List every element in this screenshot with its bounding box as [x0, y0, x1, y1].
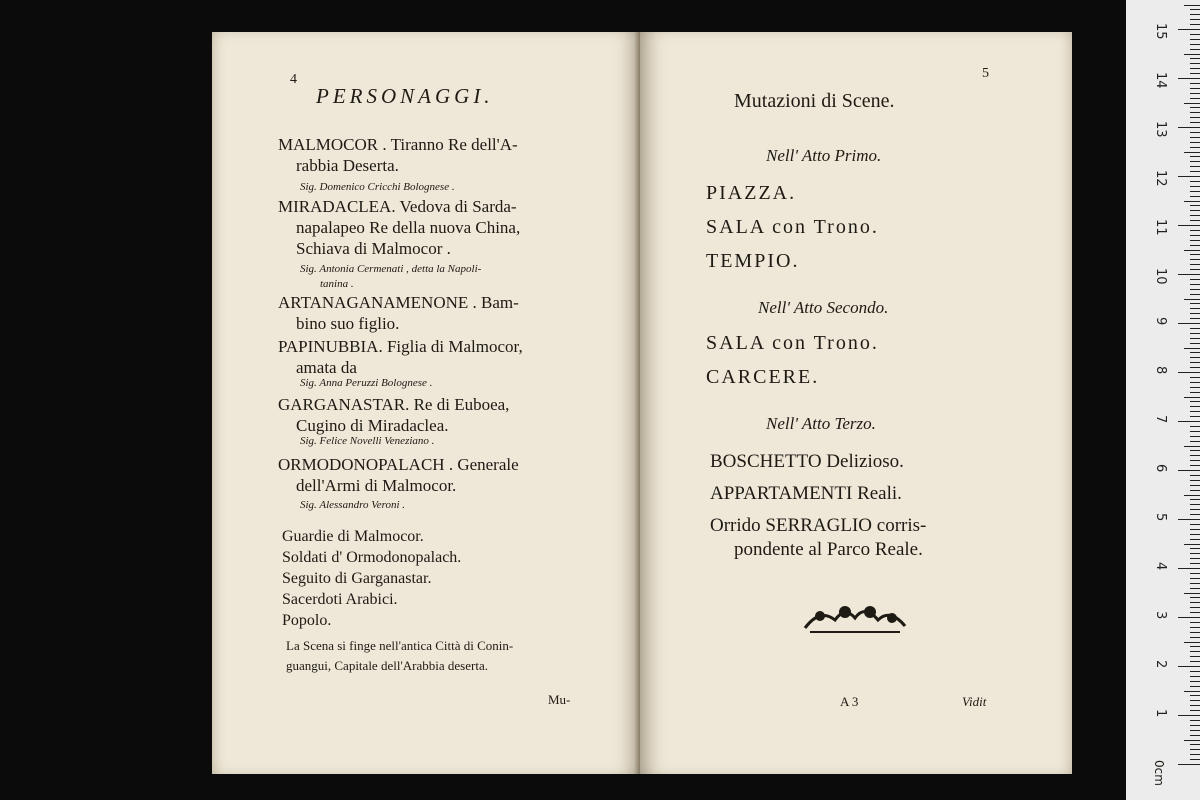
- ruler-tick: [1190, 39, 1200, 40]
- scene-setting-line: La Scena si finge nell'antica Città di Conin-: [286, 638, 514, 653]
- ruler-tick: [1184, 152, 1200, 153]
- ruler-tick: [1190, 352, 1200, 353]
- ruler-tick: [1190, 382, 1200, 383]
- ruler-tick: [1190, 720, 1200, 721]
- ruler-tick: [1190, 186, 1200, 187]
- role-line: Soldati d' Ormodonopalach.: [282, 549, 462, 566]
- ruler-tick: [1190, 107, 1200, 108]
- ruler-tick: [1190, 98, 1200, 99]
- ruler-tick: [1190, 490, 1200, 491]
- scene-name: Orrido SERRAGLIO corris-: [710, 515, 927, 536]
- ruler-tick: [1184, 54, 1200, 55]
- role-line: Sacerdoti Arabici.: [282, 591, 398, 608]
- ruler-tick: [1190, 240, 1200, 241]
- ruler-label: 4: [1153, 562, 1168, 571]
- ruler-tick: [1190, 387, 1200, 388]
- ruler-tick: [1184, 250, 1200, 251]
- ruler-tick: [1190, 196, 1200, 197]
- character-entry: [278, 292, 618, 334]
- ruler-tick: [1190, 289, 1200, 290]
- ruler-label: 10: [1153, 268, 1168, 285]
- ruler-tick: [1190, 627, 1200, 628]
- ruler-tick: [1190, 122, 1200, 123]
- ruler-tick: [1190, 156, 1200, 157]
- ruler-tick: [1190, 333, 1200, 334]
- ruler-tick: [1190, 245, 1200, 246]
- ruler-tick: [1190, 612, 1200, 613]
- ruler-tick: [1178, 274, 1200, 275]
- ruler-unit: 0cm: [1152, 760, 1166, 786]
- singer-credit: Sig. Antonia Cermenati , detta la Napoli-: [300, 263, 482, 275]
- ruler-tick: [1190, 539, 1200, 540]
- minor-roles: [282, 526, 461, 631]
- ruler-tick: [1190, 754, 1200, 755]
- ruler-tick: [1190, 558, 1200, 559]
- ruler-tick: [1178, 715, 1200, 716]
- ruler-tick: [1190, 264, 1200, 265]
- ruler-tick: [1190, 303, 1200, 304]
- ruler-tick: [1184, 5, 1200, 6]
- ruler-tick: [1190, 83, 1200, 84]
- character-line: Schiava di Malmocor .: [296, 239, 451, 258]
- page-number: 5: [982, 66, 989, 81]
- scene-setting-line: guangui, Capitale dell'Arabbia deserta.: [286, 658, 488, 673]
- ruler-tick: [1190, 171, 1200, 172]
- ruler-tick: [1190, 710, 1200, 711]
- ruler-tick: [1190, 191, 1200, 192]
- ruler-label: 7: [1153, 415, 1168, 424]
- ruler-tick: [1184, 348, 1200, 349]
- ruler-tick: [1184, 495, 1200, 496]
- character-line: ARTANAGANAMENONE . Bam-: [278, 293, 519, 312]
- ruler-tick: [1190, 475, 1200, 476]
- scene-name: TEMPIO.: [706, 250, 800, 272]
- ruler-tick: [1190, 573, 1200, 574]
- ruler-tick: [1178, 176, 1200, 177]
- ruler-tick: [1190, 308, 1200, 309]
- ruler-tick: [1190, 313, 1200, 314]
- ruler-tick: [1178, 519, 1200, 520]
- character-line: PAPINUBBIA. Figlia di Malmocor,: [278, 337, 523, 356]
- ruler-tick: [1190, 529, 1200, 530]
- ruler-label: 2: [1153, 660, 1168, 669]
- ruler-tick: [1190, 700, 1200, 701]
- ruler-tick: [1190, 485, 1200, 486]
- ruler-tick: [1190, 637, 1200, 638]
- ruler-tick: [1190, 284, 1200, 285]
- right-page: [640, 32, 1072, 774]
- ruler-tick: [1190, 132, 1200, 133]
- ruler-tick: [1190, 681, 1200, 682]
- ruler-tick: [1190, 259, 1200, 260]
- ruler-tick: [1178, 568, 1200, 569]
- ruler-label: 3: [1153, 611, 1168, 620]
- character-entry: [278, 454, 618, 496]
- ruler-tick: [1184, 397, 1200, 398]
- ruler-tick: [1190, 137, 1200, 138]
- ruler-tick: [1190, 93, 1200, 94]
- singer-credit: Sig. Alessandro Veroni .: [300, 499, 406, 511]
- scene-name: SALA con Trono.: [706, 332, 879, 354]
- ruler-label: 6: [1153, 464, 1168, 473]
- character-entry: [278, 336, 618, 378]
- ruler-tick: [1178, 421, 1200, 422]
- ruler-tick: [1190, 504, 1200, 505]
- ruler-tick: [1190, 88, 1200, 89]
- character-line: MIRADACLEA. Vedova di Sarda-: [278, 197, 517, 216]
- ruler-label: 9: [1153, 317, 1168, 326]
- ruler-tick: [1190, 534, 1200, 535]
- character-line: amata da: [296, 358, 357, 377]
- ruler-tick: [1178, 78, 1200, 79]
- ruler-tick: [1190, 411, 1200, 412]
- ruler-tick: [1190, 14, 1200, 15]
- ruler-tick: [1190, 450, 1200, 451]
- ruler-tick: [1178, 470, 1200, 471]
- ruler-label: 13: [1153, 121, 1168, 138]
- ruler-tick: [1184, 593, 1200, 594]
- ruler-tick: [1190, 460, 1200, 461]
- ruler-tick: [1184, 642, 1200, 643]
- ruler-tick: [1190, 367, 1200, 368]
- ruler-label: 14: [1153, 72, 1168, 89]
- ruler-tick: [1190, 597, 1200, 598]
- ruler-tick: [1190, 735, 1200, 736]
- ruler-tick: [1190, 406, 1200, 407]
- character-entry: [278, 134, 618, 176]
- ruler-label: 1: [1153, 709, 1168, 718]
- role-line: Guardie di Malmocor.: [282, 528, 424, 545]
- page-number: 4: [290, 72, 297, 87]
- running-title: PERSONAGGI.: [316, 84, 494, 108]
- ruler-tick: [1190, 117, 1200, 118]
- ruler-tick: [1178, 225, 1200, 226]
- ruler-tick: [1190, 646, 1200, 647]
- ruler-tick: [1190, 392, 1200, 393]
- ruler-tick: [1190, 563, 1200, 564]
- ruler-tick: [1190, 112, 1200, 113]
- scene-name: CARCERE.: [706, 366, 820, 388]
- ruler-tick: [1190, 147, 1200, 148]
- character-line: napalapeo Re della nuova China,: [296, 218, 521, 237]
- act-heading: Nell' Atto Terzo.: [766, 414, 876, 433]
- ruler-tick: [1178, 29, 1200, 30]
- ruler-label: 8: [1153, 366, 1168, 375]
- scene-setting: [286, 636, 616, 676]
- ruler-tick: [1190, 377, 1200, 378]
- singer-credit: Sig. Domenico Cricchi Bolognese .: [300, 181, 455, 193]
- catchword: Vidit: [962, 694, 987, 709]
- ruler-tick: [1190, 524, 1200, 525]
- singer-credit: Sig. Felice Novelli Veneziano .: [300, 435, 435, 447]
- ruler-tick: [1184, 201, 1200, 202]
- ruler-label: 5: [1153, 513, 1168, 522]
- ruler-tick: [1190, 294, 1200, 295]
- character-line: MALMOCOR . Tiranno Re dell'A-: [278, 135, 518, 154]
- ruler-tick: [1190, 553, 1200, 554]
- ruler-tick: [1190, 744, 1200, 745]
- character-line: rabbia Deserta.: [296, 156, 399, 175]
- ruler-tick: [1190, 254, 1200, 255]
- ruler-tick: [1190, 695, 1200, 696]
- ruler-tick: [1190, 401, 1200, 402]
- ruler-tick: [1190, 24, 1200, 25]
- ruler-tick: [1184, 103, 1200, 104]
- ruler-tick: [1190, 602, 1200, 603]
- ruler-tick: [1190, 269, 1200, 270]
- ruler-label: 15: [1153, 23, 1168, 40]
- character-line: GARGANASTAR. Re di Euboea,: [278, 395, 510, 414]
- ruler-tick: [1190, 235, 1200, 236]
- ruler-tick: [1190, 63, 1200, 64]
- left-page: [212, 32, 640, 774]
- ruler-tick: [1190, 220, 1200, 221]
- act-heading: Nell' Atto Primo.: [766, 146, 882, 165]
- ruler-tick: [1190, 622, 1200, 623]
- ruler-tick: [1178, 617, 1200, 618]
- ruler-tick: [1190, 166, 1200, 167]
- ruler-tick: [1190, 210, 1200, 211]
- character-line: ORMODONOPALACH . Generale: [278, 455, 519, 474]
- signature-mark: A 3: [840, 694, 859, 709]
- role-line: Popolo.: [282, 612, 332, 629]
- ruler-tick: [1190, 514, 1200, 515]
- ruler-tick: [1190, 578, 1200, 579]
- ruler-tick: [1190, 548, 1200, 549]
- ruler-tick: [1190, 661, 1200, 662]
- ruler-tick: [1190, 343, 1200, 344]
- ruler-tick: [1178, 764, 1200, 765]
- floral-ornament: [800, 598, 910, 638]
- character-line: Cugino di Miradaclea.: [296, 416, 449, 435]
- ruler-tick: [1190, 68, 1200, 69]
- page-title: Mutazioni di Scene.: [734, 90, 895, 112]
- ruler-tick: [1190, 318, 1200, 319]
- ruler-tick: [1184, 691, 1200, 692]
- character-line: bino suo figlio.: [296, 314, 400, 333]
- ruler-tick: [1178, 323, 1200, 324]
- open-book: [212, 32, 1072, 774]
- singer-credit: Sig. Anna Peruzzi Bolognese .: [300, 377, 433, 389]
- ruler-tick: [1190, 455, 1200, 456]
- ruler-tick: [1190, 161, 1200, 162]
- ruler-tick: [1184, 740, 1200, 741]
- ruler-tick: [1190, 480, 1200, 481]
- ruler-tick: [1178, 372, 1200, 373]
- ruler-tick: [1190, 431, 1200, 432]
- scene-name: pondente al Parco Reale.: [734, 539, 923, 560]
- ruler-tick: [1190, 686, 1200, 687]
- ruler-tick: [1190, 607, 1200, 608]
- ruler-tick: [1190, 19, 1200, 20]
- ruler-tick: [1184, 544, 1200, 545]
- character-entry: [278, 196, 618, 259]
- ruler-tick: [1190, 338, 1200, 339]
- ruler-tick: [1190, 34, 1200, 35]
- ruler-tick: [1190, 205, 1200, 206]
- ruler-tick: [1190, 705, 1200, 706]
- ruler-tick: [1190, 499, 1200, 500]
- ruler-tick: [1190, 656, 1200, 657]
- ruler-tick: [1190, 671, 1200, 672]
- ruler-tick: [1190, 676, 1200, 677]
- ruler-tick: [1190, 416, 1200, 417]
- character-line: dell'Armi di Malmocor.: [296, 476, 457, 495]
- ruler-tick: [1190, 632, 1200, 633]
- ruler-tick: [1190, 583, 1200, 584]
- ruler-tick: [1190, 730, 1200, 731]
- ruler-label: 12: [1153, 170, 1168, 187]
- singer-credit-cont: tanina .: [320, 278, 354, 290]
- catchword: Mu-: [548, 692, 571, 707]
- ruler-tick: [1190, 215, 1200, 216]
- ruler-tick: [1190, 181, 1200, 182]
- ruler-tick: [1178, 666, 1200, 667]
- character-entry: [278, 394, 618, 436]
- scene-name: BOSCHETTO Delizioso.: [710, 451, 904, 472]
- ruler-tick: [1190, 279, 1200, 280]
- ruler-tick: [1190, 441, 1200, 442]
- ruler-tick: [1190, 426, 1200, 427]
- ruler-tick: [1190, 651, 1200, 652]
- measuring-ruler: [1126, 0, 1200, 800]
- ruler-tick: [1190, 759, 1200, 760]
- role-line: Seguito di Garganastar.: [282, 570, 432, 587]
- ruler-tick: [1190, 749, 1200, 750]
- ruler-tick: [1190, 58, 1200, 59]
- ruler-tick: [1190, 44, 1200, 45]
- ruler-tick: [1184, 299, 1200, 300]
- ruler-tick: [1190, 588, 1200, 589]
- ruler-tick: [1190, 362, 1200, 363]
- scene-name: SALA con Trono.: [706, 216, 879, 238]
- ruler-tick: [1190, 73, 1200, 74]
- ruler-tick: [1190, 357, 1200, 358]
- ruler-tick: [1190, 230, 1200, 231]
- ruler-tick: [1190, 9, 1200, 10]
- act-heading: Nell' Atto Secondo.: [758, 298, 889, 317]
- ruler-label: 11: [1153, 219, 1168, 236]
- ruler-tick: [1190, 436, 1200, 437]
- ruler-tick: [1190, 142, 1200, 143]
- ruler-tick: [1184, 446, 1200, 447]
- ruler-tick: [1178, 127, 1200, 128]
- ruler-tick: [1190, 465, 1200, 466]
- scene-name: PIAZZA.: [706, 182, 797, 204]
- ruler-tick: [1190, 49, 1200, 50]
- ruler-tick: [1190, 725, 1200, 726]
- ruler-tick: [1190, 328, 1200, 329]
- ruler-tick: [1190, 509, 1200, 510]
- scene-name: APPARTAMENTI Reali.: [710, 483, 902, 504]
